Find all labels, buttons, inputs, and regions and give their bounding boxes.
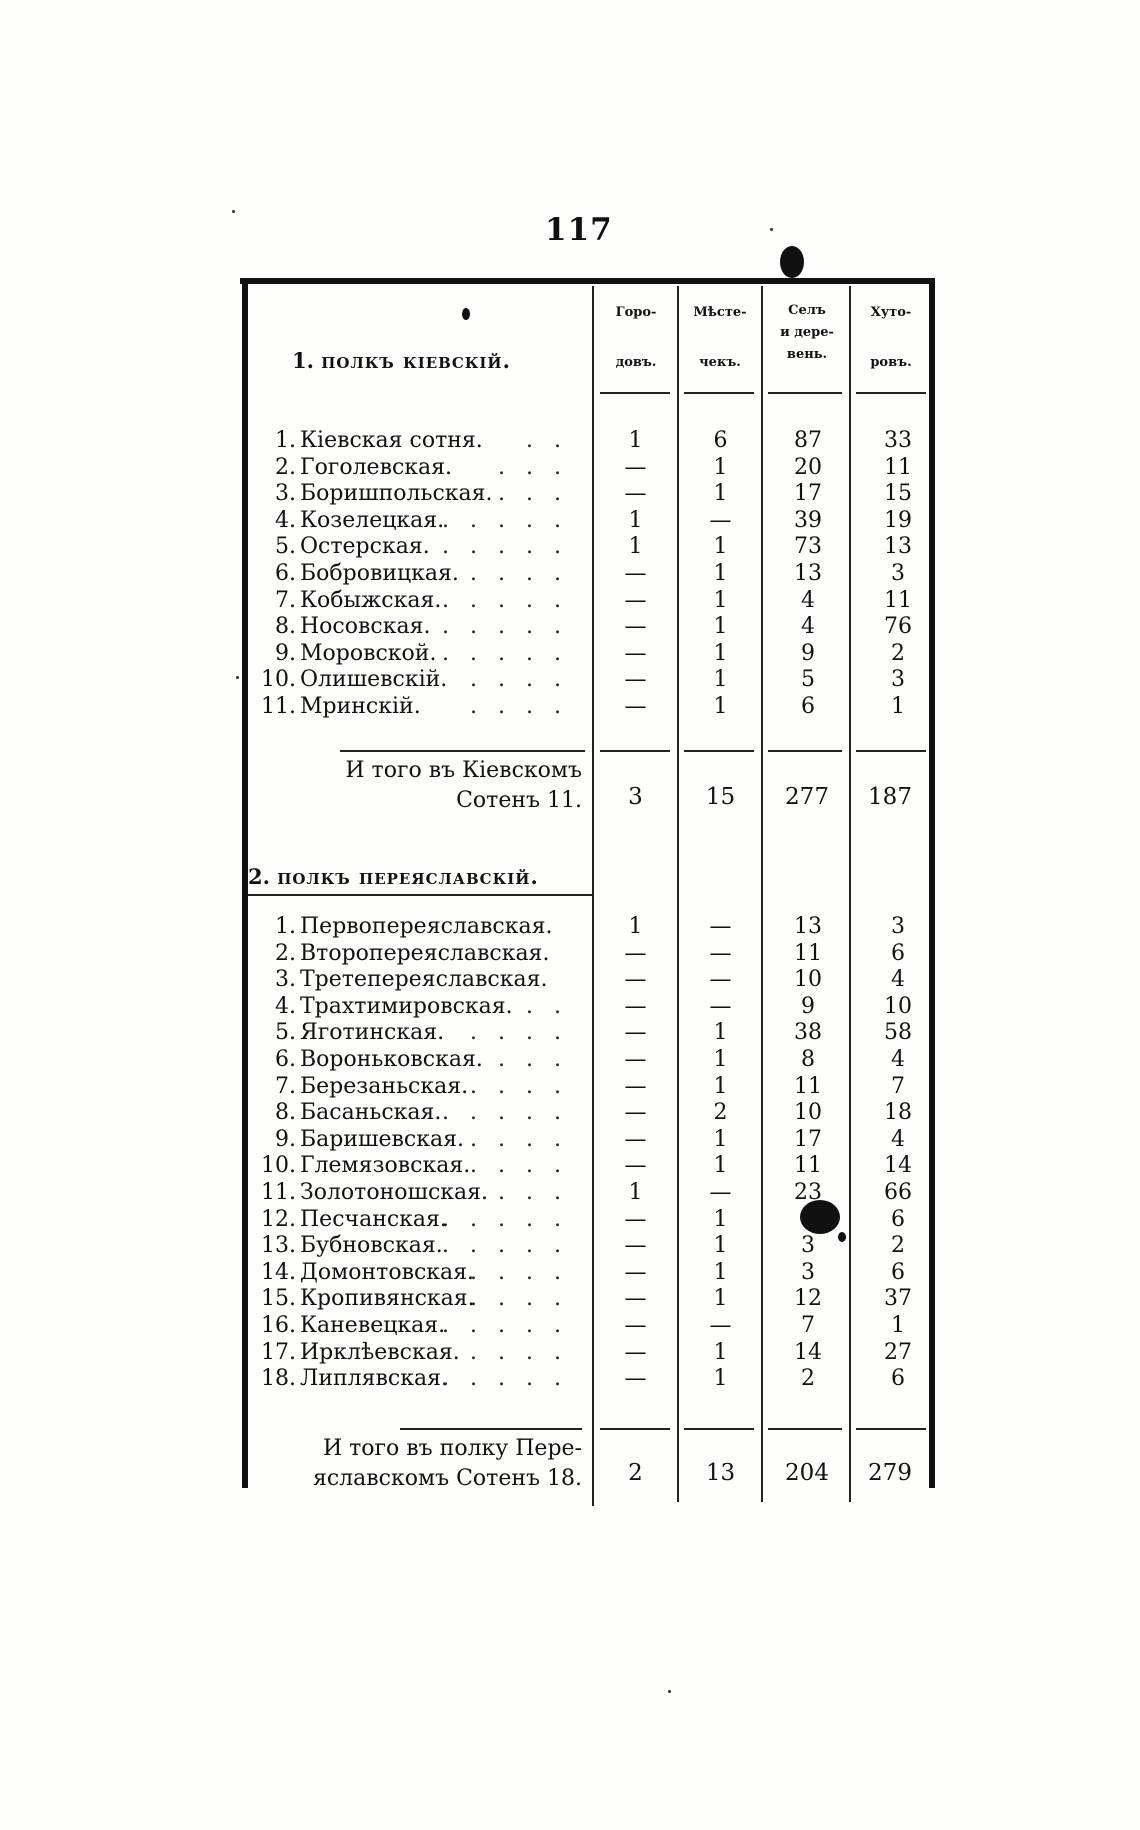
total-rule <box>340 750 585 752</box>
row-index: 17. <box>261 1339 296 1365</box>
row-index: 13. <box>261 1233 296 1259</box>
cell-mestechki: — <box>709 1180 732 1205</box>
row-index: 9. <box>275 640 296 666</box>
total-label-line: Сотенъ 11. <box>456 788 582 813</box>
total-rule <box>400 1428 582 1430</box>
row-index: 18. <box>261 1366 296 1392</box>
cell-towns: — <box>624 667 647 693</box>
row-name: Носовская. <box>300 614 431 640</box>
cell-mestechki: 1 <box>713 1366 728 1392</box>
row-name: Вороньковская. <box>300 1047 483 1072</box>
page-number: 117 <box>545 212 613 248</box>
column-header-line: довъ. <box>615 355 657 370</box>
row-name: Олишевскій. <box>300 667 448 693</box>
total-villages: 204 <box>785 1460 829 1486</box>
cell-farms: 14 <box>884 1153 912 1179</box>
cell-villages: 13 <box>794 561 822 586</box>
cell-farms: 33 <box>884 428 912 453</box>
table-row <box>248 1207 928 1233</box>
cell-towns: — <box>624 587 647 613</box>
column-header-line: вень. <box>786 347 828 362</box>
row-leader-dots: . . . . . <box>442 1206 568 1232</box>
table-row <box>248 914 928 940</box>
regiment-number: 2. <box>248 864 270 889</box>
row-leader-dots: . . . <box>498 454 568 480</box>
ink-blot-top <box>780 246 804 278</box>
total-mestechki: 13 <box>705 1460 736 1486</box>
cell-farms: 18 <box>884 1100 912 1126</box>
row-leader-dots: . . . . <box>470 1286 568 1312</box>
cell-villages: 10 <box>794 967 822 993</box>
cell-farms: 13 <box>884 534 912 560</box>
cell-villages: 9 <box>801 640 815 666</box>
cell-towns: — <box>624 640 647 666</box>
row-name: Кіевская сотня. <box>300 428 483 453</box>
total-rule <box>600 750 670 752</box>
cell-villages: 7 <box>801 1313 815 1338</box>
row-leader-dots: . . . . <box>470 694 568 719</box>
cell-mestechki: 2 <box>713 1100 728 1126</box>
row-name: Домонтовская. <box>300 1259 475 1285</box>
cell-mestechki: 1 <box>713 1259 728 1285</box>
cell-towns: — <box>624 993 647 1019</box>
row-name: Глемязовская. <box>300 1153 471 1179</box>
stray-speck <box>232 210 235 213</box>
cell-villages: 23 <box>794 1180 822 1205</box>
header-rule <box>600 392 670 394</box>
total-rule <box>684 1428 754 1430</box>
row-index: 11. <box>261 694 296 719</box>
header-rule <box>768 392 842 394</box>
cell-mestechki: 1 <box>713 481 728 507</box>
table-row <box>248 1020 928 1046</box>
cell-towns: — <box>624 967 647 993</box>
table-row <box>248 1233 928 1259</box>
total-mestechki: 15 <box>705 784 736 810</box>
cell-villages: 4 <box>801 614 815 640</box>
regiment-number: 1. <box>292 348 314 373</box>
column-header-line: ровъ. <box>870 355 912 370</box>
row-index: 1. <box>275 914 296 939</box>
cell-towns: — <box>624 1366 647 1392</box>
row-leader-dots: . . . . <box>470 1259 568 1285</box>
row-leader-dots: . . . . <box>470 1073 568 1099</box>
table-row <box>248 1047 928 1073</box>
column-header-line: Хуто- <box>870 305 912 320</box>
table-row <box>248 1286 928 1312</box>
row-index: 5. <box>275 534 296 560</box>
row-name: Третепереяславская. <box>300 967 548 993</box>
cell-towns: — <box>624 561 647 586</box>
cell-towns: — <box>624 1339 647 1365</box>
cell-farms: 2 <box>891 640 905 666</box>
row-leader-dots: . . . . <box>470 1153 568 1179</box>
total-farms: 279 <box>868 1460 912 1486</box>
row-name: Трахтимировская. <box>300 993 513 1019</box>
row-index: 3. <box>275 481 296 507</box>
cell-towns: 1 <box>628 534 643 560</box>
row-name: Ирклѣевская. <box>300 1339 460 1365</box>
total-towns: 3 <box>628 784 643 810</box>
cell-farms: 1 <box>891 1313 905 1338</box>
cell-mestechki: 1 <box>713 1020 728 1046</box>
table-row <box>248 588 928 614</box>
cell-mestechki: 1 <box>713 1339 728 1365</box>
cell-mestechki: — <box>709 1313 732 1338</box>
cell-mestechki: 1 <box>713 1233 728 1259</box>
regiment-name: полкъ кіевскій. <box>321 348 511 373</box>
cell-mestechki: 1 <box>713 1153 728 1179</box>
cell-villages: 8 <box>801 1047 815 1072</box>
column-header-farms <box>853 300 929 375</box>
header-rule <box>856 392 926 394</box>
total-rule <box>768 1428 842 1430</box>
table-frame-top <box>240 278 934 284</box>
cell-farms: 4 <box>891 1126 905 1152</box>
cell-farms: 6 <box>891 940 905 966</box>
stray-speck <box>770 228 773 231</box>
table-row <box>248 481 928 507</box>
cell-mestechki: 1 <box>713 1126 728 1152</box>
total-label-line: яславскомъ Сотенъ 18. <box>312 1466 582 1491</box>
cell-towns: — <box>624 1153 647 1179</box>
row-index: 12. <box>261 1206 296 1232</box>
row-name: Козелецкая. <box>300 507 445 533</box>
header-rule <box>684 392 754 394</box>
stray-speck <box>236 676 239 679</box>
cell-farms: 3 <box>891 561 905 586</box>
table-row <box>248 614 928 640</box>
total-rule <box>768 750 842 752</box>
cell-towns: — <box>624 1100 647 1126</box>
regiment-heading-kiev <box>292 348 511 373</box>
row-index: 8. <box>275 1100 296 1126</box>
cell-villages: 3 <box>801 1233 815 1259</box>
table-row <box>248 1100 928 1126</box>
row-leader-dots: . . . . <box>470 561 568 586</box>
table-row <box>248 1153 928 1179</box>
cell-farms: 15 <box>884 481 912 507</box>
cell-farms: 6 <box>891 1366 905 1392</box>
cell-farms: 3 <box>891 667 905 693</box>
row-leader-dots: . . . . . <box>442 587 568 613</box>
row-name: Моровской. <box>300 640 437 666</box>
row-index: 6. <box>275 1047 296 1072</box>
row-leader-dots: . . . <box>498 1047 568 1072</box>
cell-mestechki: 6 <box>713 428 728 453</box>
cell-farms: 6 <box>891 1259 905 1285</box>
table-row <box>248 1074 928 1100</box>
cell-mestechki: 1 <box>713 1286 728 1312</box>
cell-villages: 9 <box>801 993 815 1019</box>
row-leader-dots: . . . . <box>470 1020 568 1046</box>
table-row <box>248 1180 928 1206</box>
row-name: Остерская. <box>300 534 430 560</box>
cell-villages: 39 <box>794 507 822 533</box>
regiment-heading-pereyaslav <box>248 864 539 889</box>
cell-mestechki: 1 <box>713 694 728 719</box>
cell-farms: 37 <box>884 1286 912 1312</box>
cell-farms: 4 <box>891 967 905 993</box>
table-row <box>248 641 928 667</box>
row-leader-dots: . . <box>526 428 568 453</box>
regiment-pereyaslav-total-label <box>270 1434 582 1494</box>
table-row <box>248 508 928 534</box>
row-name: Кропивянская. <box>300 1286 475 1312</box>
cell-towns: — <box>624 1206 647 1232</box>
row-index: 4. <box>275 507 296 533</box>
cell-villages: 2 <box>801 1366 815 1392</box>
table-row <box>248 967 928 993</box>
total-label-line: И того въ Кіевскомъ <box>345 758 582 783</box>
table-row <box>248 941 928 967</box>
column-header-line: Селъ <box>788 303 826 318</box>
row-leader-dots: . . . <box>498 481 568 507</box>
cell-mestechki: 1 <box>713 1047 728 1072</box>
cell-mestechki: — <box>709 993 732 1019</box>
regiment-name: полкъ переяславскій. <box>277 864 539 889</box>
row-name: Второпереяславская. <box>300 940 550 966</box>
cell-mestechki: 1 <box>713 454 728 480</box>
column-header-towns <box>598 300 674 375</box>
row-name: Первопереяславская. <box>300 914 553 939</box>
total-towns: 2 <box>628 1460 643 1486</box>
row-name: Песчанская. <box>300 1206 447 1232</box>
cell-villages: 5 <box>801 667 815 693</box>
total-rule <box>856 1428 926 1430</box>
column-header-mestechki <box>680 300 760 375</box>
row-leader-dots: . . . . . <box>442 1233 568 1259</box>
cell-towns: — <box>624 1313 647 1338</box>
row-name: Бобровицкая. <box>300 561 459 586</box>
row-leader-dots: . . . . <box>470 667 568 693</box>
cell-mestechki: 1 <box>713 667 728 693</box>
cell-farms: 27 <box>884 1339 912 1365</box>
cell-farms: 10 <box>884 993 912 1019</box>
row-name: Боришпольская. <box>300 481 493 507</box>
table-row <box>248 694 928 720</box>
cell-towns: — <box>624 1073 647 1099</box>
cell-towns: — <box>624 694 647 719</box>
row-leader-dots: . . . . . <box>442 534 568 560</box>
cell-towns: 1 <box>628 914 643 939</box>
cell-mestechki: 1 <box>713 587 728 613</box>
cell-mestechki: 1 <box>713 640 728 666</box>
cell-towns: 1 <box>628 507 643 533</box>
row-name: Яготинская. <box>300 1020 445 1046</box>
cell-mestechki: — <box>709 914 732 939</box>
column-header-line: чекъ. <box>699 355 741 370</box>
row-index: 1. <box>275 428 296 453</box>
heading-rule <box>248 894 594 896</box>
row-index: 14. <box>261 1259 296 1285</box>
table-row <box>248 534 928 560</box>
row-index: 3. <box>275 967 296 993</box>
row-leader-dots: . . . . . <box>442 507 568 533</box>
cell-towns: — <box>624 940 647 966</box>
row-index: 10. <box>261 1153 296 1179</box>
cell-villages: 17 <box>794 1126 822 1152</box>
cell-villages: 4 <box>801 587 815 613</box>
table-row <box>248 1313 928 1339</box>
row-index: 8. <box>275 614 296 640</box>
cell-villages: 11 <box>794 940 822 966</box>
cell-villages: 38 <box>794 1020 822 1046</box>
cell-towns: — <box>624 1286 647 1312</box>
cell-farms: 19 <box>884 507 912 533</box>
cell-towns: — <box>624 1259 647 1285</box>
cell-villages: 11 <box>794 1073 822 1099</box>
cell-farms: 3 <box>891 914 905 939</box>
cell-towns: — <box>624 1020 647 1046</box>
cell-towns: 1 <box>628 1180 643 1205</box>
cell-villages: 11 <box>794 1153 822 1179</box>
cell-mestechki: 1 <box>713 1073 728 1099</box>
cell-towns: — <box>624 1233 647 1259</box>
row-name: Березаньская. <box>300 1073 469 1099</box>
row-index: 4. <box>275 993 296 1019</box>
cell-mestechki: 1 <box>713 1206 728 1232</box>
cell-villages: 20 <box>794 454 822 480</box>
table-row <box>248 667 928 693</box>
row-index: 9. <box>275 1126 296 1152</box>
cell-farms: 58 <box>884 1020 912 1046</box>
table-row <box>248 1260 928 1286</box>
cell-farms: 6 <box>891 1206 905 1232</box>
total-rule <box>684 750 754 752</box>
row-name: Каневецкая. <box>300 1313 446 1338</box>
row-name: Бубновская. <box>300 1233 443 1259</box>
cell-villages: 73 <box>794 534 822 560</box>
cell-villages: 13 <box>794 914 822 939</box>
row-leader-dots: . . . . . <box>442 1100 568 1126</box>
cell-farms: 1 <box>891 694 905 719</box>
cell-villages: 10 <box>794 1100 822 1126</box>
row-leader-dots: . . . <box>498 1180 568 1205</box>
row-index: 11. <box>261 1180 296 1205</box>
cell-mestechki: — <box>709 967 732 993</box>
row-name: Липлявская. <box>300 1366 448 1392</box>
cell-farms: 4 <box>891 1047 905 1072</box>
table-row <box>248 1340 928 1366</box>
row-index: 5. <box>275 1020 296 1046</box>
cell-farms: 7 <box>891 1073 905 1099</box>
total-rule <box>856 750 926 752</box>
row-index: 7. <box>275 1073 296 1099</box>
cell-towns: — <box>624 1126 647 1152</box>
row-index: 16. <box>261 1313 296 1338</box>
table-row <box>248 994 928 1020</box>
row-leader-dots: . . <box>526 993 568 1019</box>
ink-blot-dot-heading <box>462 308 470 320</box>
cell-mestechki: — <box>709 507 732 533</box>
cell-towns: — <box>624 1047 647 1072</box>
total-farms: 187 <box>868 784 912 810</box>
column-header-villages <box>765 300 849 366</box>
row-name: Мринскій. <box>300 694 421 719</box>
row-leader-dots: . . . . <box>470 1339 568 1365</box>
cell-villages: 6 <box>801 694 815 719</box>
row-leader-dots: . . . . <box>470 1126 568 1152</box>
cell-mestechki: 1 <box>713 614 728 640</box>
cell-farms: 66 <box>884 1180 912 1205</box>
row-index: 2. <box>275 940 296 966</box>
cell-farms: 11 <box>884 587 912 613</box>
row-leader-dots: . . . . . <box>442 1313 568 1338</box>
row-name: Гоголевская. <box>300 454 453 480</box>
total-rule <box>600 1428 670 1430</box>
row-index: 6. <box>275 561 296 586</box>
cell-villages: 3 <box>801 1259 815 1285</box>
cell-villages: 14 <box>794 1339 822 1365</box>
cell-farms: 76 <box>884 614 912 640</box>
cell-villages: 17 <box>794 481 822 507</box>
cell-mestechki: 1 <box>713 534 728 560</box>
row-index: 7. <box>275 587 296 613</box>
table-row <box>248 1366 928 1392</box>
table-row <box>248 455 928 481</box>
cell-mestechki: — <box>709 940 732 966</box>
row-leader-dots: . . . . . <box>442 640 568 666</box>
stray-speck <box>668 1690 671 1693</box>
row-name: Кобыжская. <box>300 587 442 613</box>
row-index: 10. <box>261 667 296 693</box>
row-name: Басаньская. <box>300 1100 442 1126</box>
table-row <box>248 1127 928 1153</box>
cell-towns: — <box>624 454 647 480</box>
column-header-line: Горо- <box>615 305 657 320</box>
cell-farms: 11 <box>884 454 912 480</box>
cell-towns: 1 <box>628 428 643 453</box>
cell-villages: 12 <box>794 1286 822 1312</box>
total-villages: 277 <box>785 784 829 810</box>
cell-farms: 2 <box>891 1233 905 1259</box>
row-name: Баришевская. <box>300 1126 464 1152</box>
column-header-line: Мѣсте- <box>693 305 747 320</box>
row-leader-dots: . . . . . <box>442 1366 568 1392</box>
row-leader-dots: . . . . . <box>442 614 568 640</box>
cell-towns: — <box>624 481 647 507</box>
table-row <box>248 561 928 587</box>
total-label-line: И того въ полку Пере- <box>322 1436 582 1461</box>
row-index: 15. <box>261 1286 296 1312</box>
cell-villages: 87 <box>794 428 822 453</box>
row-name: Золотоношская. <box>300 1180 489 1205</box>
cell-mestechki: 1 <box>713 561 728 586</box>
regiment-kiev-total-label <box>300 756 582 816</box>
row-index: 2. <box>275 454 296 480</box>
cell-towns: — <box>624 614 647 640</box>
table-row <box>248 428 928 454</box>
column-header-line: и дере- <box>780 325 834 340</box>
